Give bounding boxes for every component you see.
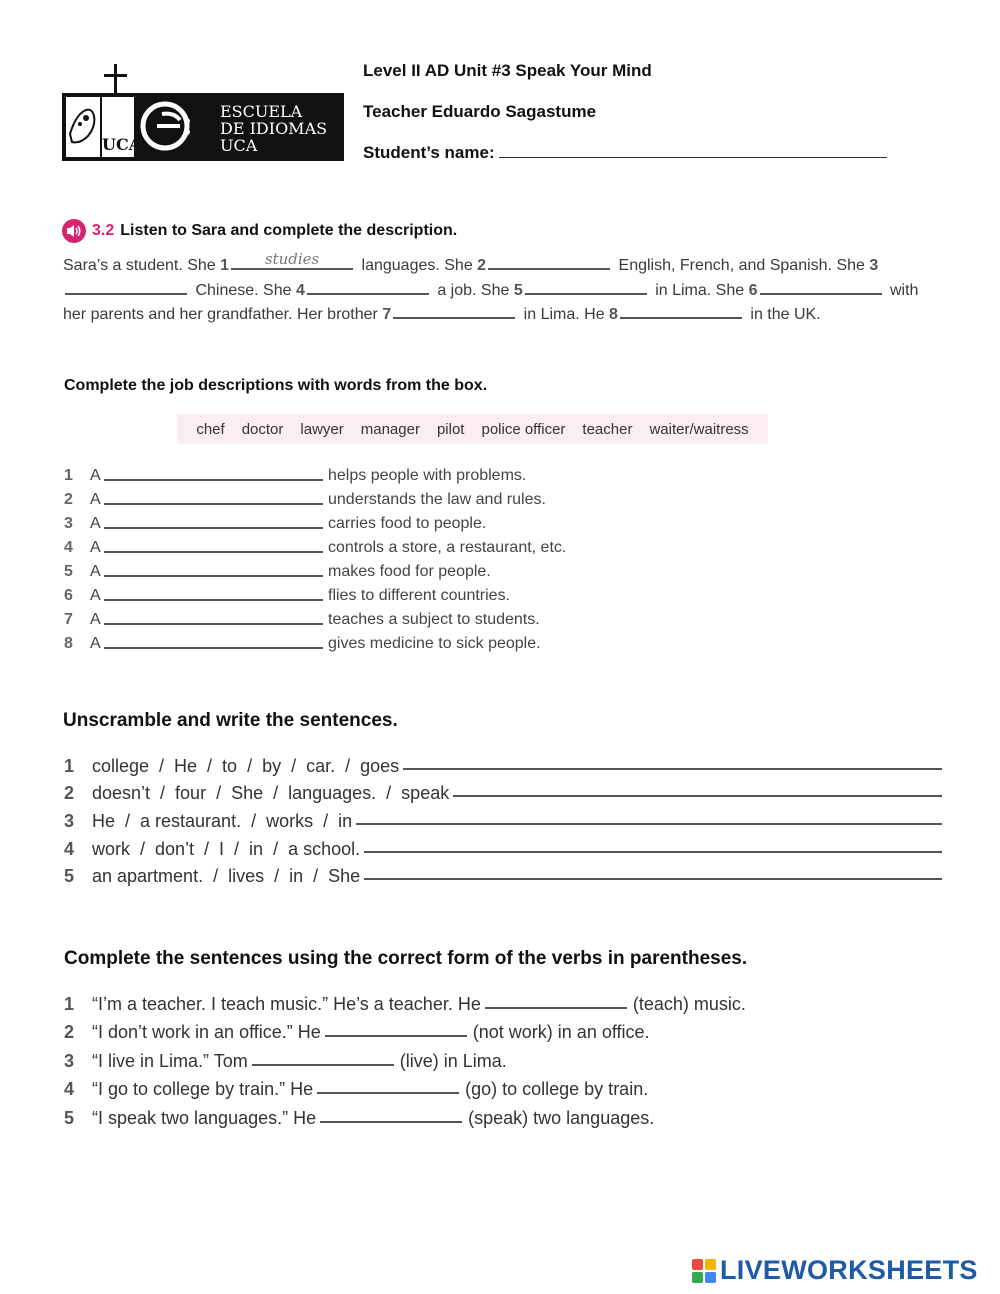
answer-1: studies [264, 250, 320, 268]
word-chip: chef [196, 420, 225, 438]
student-name-row [363, 143, 887, 163]
logo-line-1: ESCUELA [220, 102, 303, 121]
word-chip: teacher [582, 420, 633, 438]
blank-5[interactable] [525, 283, 647, 295]
listening-instruction [62, 219, 457, 243]
sara-description: Sara’s a student. She 1 studies languages. She 2 English, French, and Spanish. She 3 Chinese. She 4 a job. She 5 in Lima. She 6 with her parents and her grandfather. Her brother 7 in Lima. He 8 in the UK. [63, 250, 919, 323]
school-logo [62, 64, 344, 162]
blank-2[interactable] [488, 258, 610, 270]
list-item: 2 A understands the law and rules. [64, 491, 546, 508]
list-item: 3 He / a restaurant. / works / in [64, 804, 942, 832]
speaker-icon[interactable] [62, 219, 86, 243]
teacher-name: Teacher Eduardo Sagastume [363, 102, 597, 121]
list-item: 5 A makes food for people. [64, 563, 491, 580]
logo-line-3: UCA [220, 136, 258, 155]
unscramble-answer-3[interactable] [356, 823, 942, 825]
unscramble-answer-1[interactable] [403, 768, 942, 770]
list-item: 6 A flies to different countries. [64, 587, 511, 604]
list-item: 7 A teaches a subject to students. [64, 611, 540, 628]
student-name-input[interactable] [499, 144, 887, 158]
section2-title: Complete the job descriptions with words from the box. [64, 377, 488, 394]
list-item: 3 “I live in Lima.” Tom (live) in Lima. [64, 1050, 507, 1071]
word-chip: waiter/waitress [649, 420, 749, 438]
verb-blank-4[interactable] [317, 1092, 459, 1094]
brand-text: LIVEWORKSHEETS [720, 1255, 978, 1285]
blank-4[interactable] [307, 283, 429, 295]
blank-7[interactable] [393, 307, 515, 319]
list-item: 1 college / He / to / by / car. / goes [64, 749, 942, 777]
unscramble-answer-4[interactable] [364, 851, 942, 853]
list-item: 4 A controls a store, a restaurant, etc. [64, 539, 567, 556]
job-blank-5[interactable] [104, 563, 323, 577]
job-blank-3[interactable] [104, 515, 323, 529]
liveworksheets-brand[interactable] [692, 1255, 978, 1286]
job-blank-1[interactable] [104, 467, 323, 481]
verb-blank-2[interactable] [325, 1035, 467, 1037]
blank-6[interactable] [760, 283, 882, 295]
section1-title: Listen to Sara and complete the description. [120, 222, 458, 239]
unscramble-list [64, 749, 942, 887]
job-list [64, 461, 566, 653]
job-blank-7[interactable] [104, 611, 323, 625]
section4-title: Complete the sentences using the correct form of the verbs in parentheses. [64, 948, 748, 969]
unscramble-answer-5[interactable] [364, 878, 942, 880]
job-blank-8[interactable] [104, 635, 323, 649]
list-item: 5 an apartment. / lives / in / She [64, 860, 942, 888]
word-chip: pilot [436, 420, 465, 438]
job-blank-4[interactable] [104, 539, 323, 553]
word-box [177, 414, 768, 444]
verb-blank-3[interactable] [252, 1064, 394, 1066]
logo-line-2: DE IDIOMAS [220, 119, 328, 138]
job-blank-6[interactable] [104, 587, 323, 601]
verb-blank-5[interactable] [320, 1121, 462, 1123]
blank-3[interactable] [65, 283, 187, 295]
word-chip: manager [360, 420, 420, 438]
level-title: Level II AD Unit #3 Speak Your Mind [363, 61, 652, 80]
list-item: 4 “I go to college by train.” He (go) to college by train. [64, 1079, 649, 1099]
blank-8[interactable] [620, 307, 742, 319]
list-item: 1 “I’m a teacher. I teach music.” He’s a teacher. He (teach) music. [64, 993, 746, 1014]
blank-1[interactable] [231, 250, 353, 270]
word-chip: police officer [481, 420, 566, 438]
verb-list [64, 986, 746, 1129]
list-item: 8 A gives medicine to sick people. [64, 635, 541, 652]
track-number: 3.2 [92, 222, 115, 239]
list-item: 2 “I don’t work in an office.” He (not work) in an office. [64, 1022, 650, 1042]
list-item: 2 doesn’t / four / She / languages. / speak [64, 777, 942, 805]
list-item: 1 A helps people with problems. [64, 467, 527, 484]
word-chip: lawyer [300, 420, 344, 438]
unscramble-answer-2[interactable] [453, 795, 942, 797]
logo-monogram: UCA [102, 135, 142, 154]
liveworksheets-icon [692, 1259, 716, 1283]
job-blank-2[interactable] [104, 491, 323, 505]
list-item: 3 A carries food to people. [64, 515, 487, 532]
list-item: 4 work / don’t / I / in / a school. [64, 832, 942, 860]
verb-blank-1[interactable] [485, 1007, 627, 1009]
list-item: 5 “I speak two languages.” He (speak) two languages. [64, 1107, 655, 1128]
word-chip: doctor [241, 420, 284, 438]
student-name-label: Student’s name: [363, 143, 495, 162]
section3-title: Unscramble and write the sentences. [63, 710, 398, 731]
